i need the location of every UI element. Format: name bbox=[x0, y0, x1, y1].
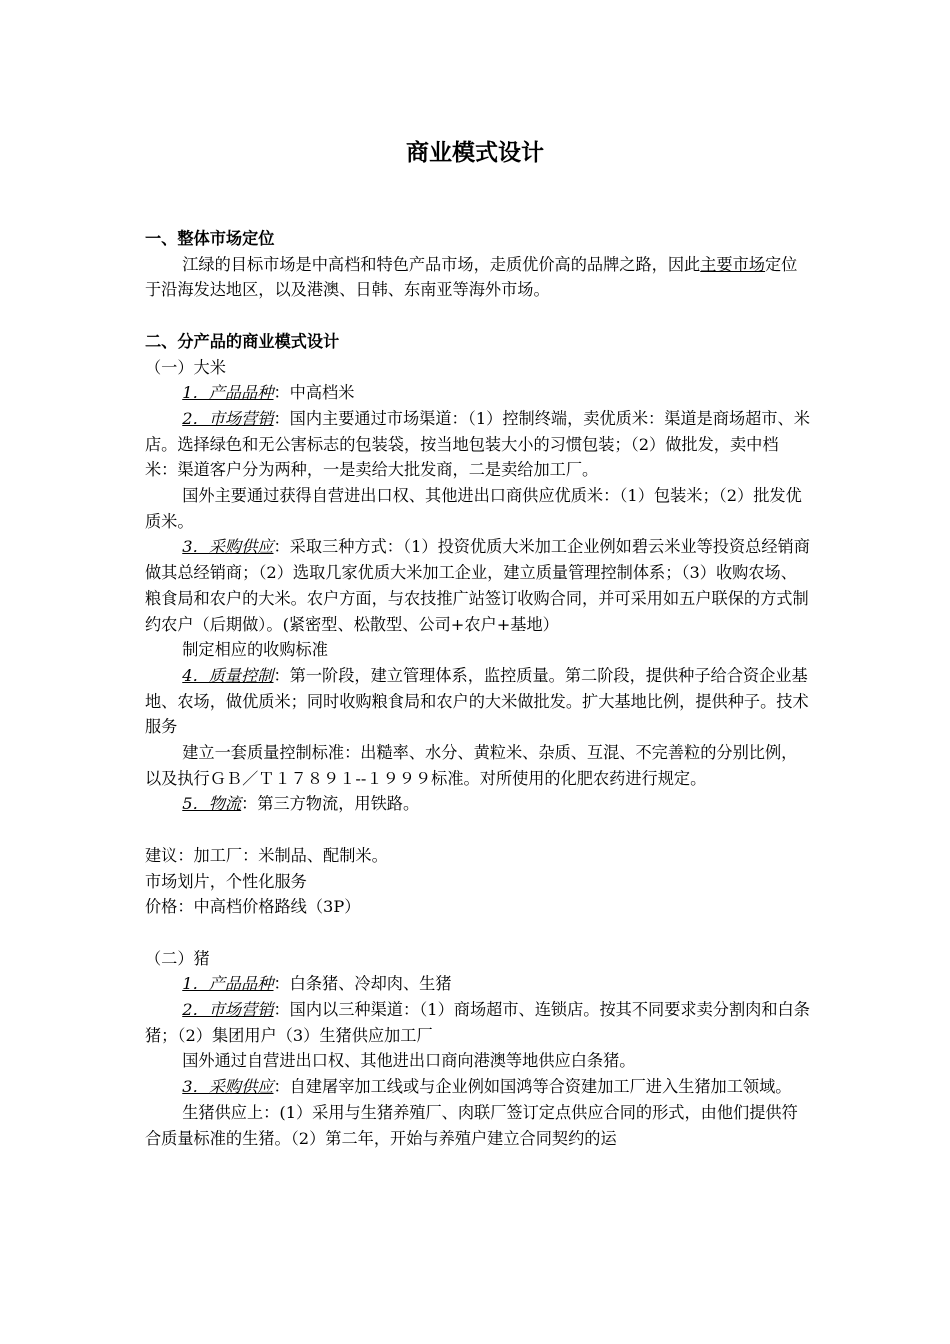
underlined-text: 主要市场 bbox=[700, 254, 765, 274]
page-title: 商业模式设计 bbox=[406, 140, 544, 166]
paragraph: 制定相应的收购标准 bbox=[182, 640, 328, 660]
section-2-heading: 二、分产品的商业模式设计 bbox=[145, 331, 340, 351]
item-label: 1．产品品种 bbox=[182, 383, 274, 403]
rice-item-3: 3．采购供应：采取三种方式：（1）投资优质大米加工企业例如碧云米业等投资总经销商做其总经销商；（2）选取几家优质大米加工企业，建立质量管理控制体系；（3）收购农场、粮食局和农户的大米。农户方面，与农技推广站签订收购合同，并可采用如五户联保的方式制约农户（后期做）。(紧密型、松散型、公司+农户+基地） bbox=[145, 537, 810, 634]
item-label: 5．物流 bbox=[182, 794, 242, 814]
paragraph: 生猪供应上：(1）采用与生猪养殖厂、肉联厂签订定点供应合同的形式，由他们提供符合质量标准的生猪。（2）第二年，开始与养殖户建立合同契约的运 bbox=[145, 1102, 798, 1148]
paragraph: 国外通过自营进出口权、其他进出口商向港澳等地供应白条猪。 bbox=[182, 1051, 636, 1071]
rice-item-5: 5．物流：第三方物流，用铁路。 bbox=[182, 794, 420, 814]
item-label: 3．采购供应 bbox=[182, 537, 274, 557]
suggestion-line: 市场划片，个性化服务 bbox=[145, 871, 307, 891]
paragraph: 江绿的目标市场是中高档和特色产品市场，走质优价高的品牌之路，因此主要市场定位于沿海发达地区，以及港澳、日韩、东南亚等海外市场。 bbox=[145, 254, 798, 300]
pig-item-3: 3．采购供应：自建屠宰加工线或与企业例如国鸿等合资建加工厂进入生猪加工领域。 bbox=[182, 1077, 792, 1097]
item-label: 1．产品品种 bbox=[182, 974, 274, 994]
rice-item-4: 4．质量控制：第一阶段，建立管理体系，监控质量。第二阶段，提供种子给合资企业基地、农场，做优质米；同时收购粮食局和农户的大米做批发。扩大基地比例，提供种子。技术服务 bbox=[145, 665, 809, 737]
item-label: 3．采购供应 bbox=[182, 1077, 274, 1097]
rice-item-2: 2．市场营销：国内主要通过市场渠道：（1）控制终端，卖优质米：渠道是商场超市、米店。选择绿色和无公害标志的包装袋，按当地包装大小的习惯包装；（2）做批发，卖中档米：渠道客户分为两种，一是卖给大批发商，二是卖给加工厂。 bbox=[145, 408, 810, 480]
subsection-heading-pig: （二）猪 bbox=[145, 948, 210, 968]
item-label: 4．质量控制 bbox=[182, 665, 274, 685]
rice-item-1: 1．产品品种：中高档米 bbox=[182, 383, 355, 403]
pig-item-1: 1．产品品种：白条猪、冷却肉、生猪 bbox=[182, 974, 452, 994]
paragraph: 国外主要通过获得自营进出口权、其他进出口商供应优质米：（1）包装米；（2）批发优质米。 bbox=[145, 486, 802, 531]
pig-item-2: 2．市场营销：国内以三种渠道：（1）商场超市、连锁店。按其不同要求卖分割肉和白条猪；（2）集团用户（3）生猪供应加工厂 bbox=[145, 1000, 810, 1045]
subsection-heading-rice: （一）大米 bbox=[145, 357, 226, 377]
suggestion-line: 建议：加工厂：米制品、配制米。 bbox=[145, 845, 388, 865]
section-1-heading: 一、整体市场定位 bbox=[145, 229, 275, 248]
item-label: 2．市场营销 bbox=[182, 1000, 274, 1020]
document-body bbox=[145, 226, 810, 1151]
item-label: 2．市场营销 bbox=[182, 408, 274, 428]
paragraph: 建立一套质量控制标准：出糙率、水分、黄粒米、杂质、互混、不完善粒的分别比例，以及执行ＧＢ／Ｔ１７８９１--１９９９标准。对所使用的化肥农药进行规定。 bbox=[145, 743, 798, 788]
suggestion-line: 价格：中高档价格路线（3P） bbox=[145, 897, 361, 917]
